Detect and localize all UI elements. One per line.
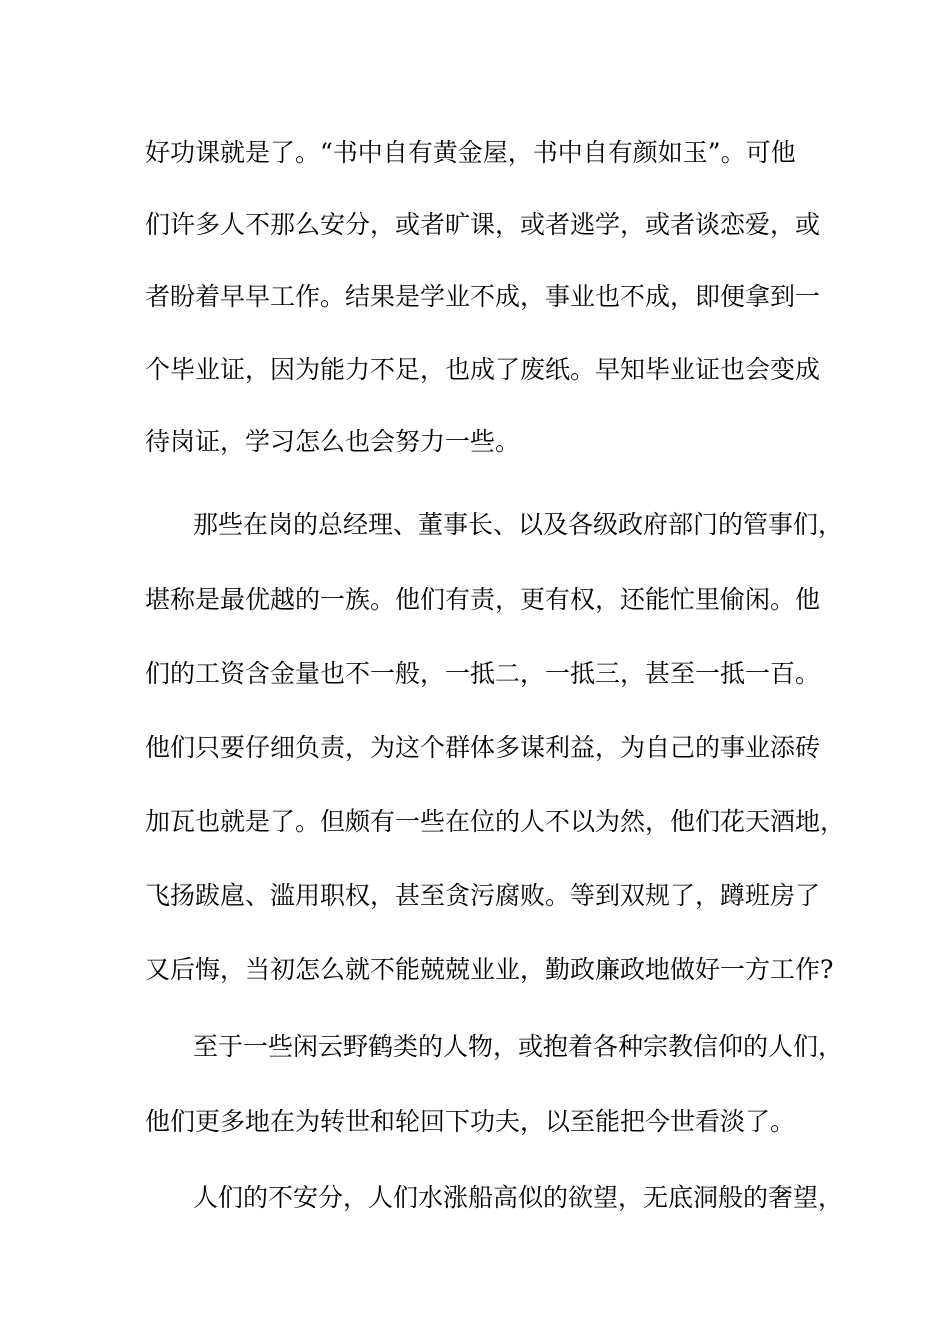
text-line: 们许多人不那么安分，或者旷课，或者逃学，或者谈恋爱，或 [145,210,821,239]
text-line: 飞扬跋扈、滥用职权，甚至贪污腐败。等到双规了，蹲班房了 [145,881,821,910]
text-line: 堪称是最优越的一族。他们有责，更有权，还能忙里偷闲。他 [145,585,821,614]
text-line: 他们只要仔细负责，为这个群体多谋利益，为自己的事业添砖 [145,733,821,762]
text-line: 者盼着早早工作。结果是学业不成，事业也不成，即便拿到一 [145,282,821,311]
paragraph-first-line: 那些在岗的总经理、董事长、以及各级政府部门的管事们， [193,510,844,539]
paragraph-first-line: 至于一些闲云野鹤类的人物，或抱着各种宗教信仰的人们， [193,1032,844,1061]
text-line: 又后悔，当初怎么就不能兢兢业业，勤政廉政地做好一方工作? [145,955,834,984]
paragraph-first-line: 人们的不安分，人们水涨船高似的欲望，无底洞般的奢望， [193,1183,844,1212]
text-line: 们的工资含金量也不一般，一抵二，一抵三，甚至一抵一百。 [145,659,821,688]
text-line: 个毕业证，因为能力不足，也成了废纸。早知毕业证也会变成 [145,355,821,384]
text-line: 他们更多地在为转世和轮回下功夫，以至能把今世看淡了。 [145,1107,796,1136]
text-line: 加瓦也就是了。但颇有一些在位的人不以为然，他们花天酒地， [145,807,846,836]
text-line: 好功课就是了。“书中自有黄金屋，书中自有颜如玉”。可他 [145,138,796,167]
text-line: 待岗证，学习怎么也会努力一些。 [145,427,521,456]
